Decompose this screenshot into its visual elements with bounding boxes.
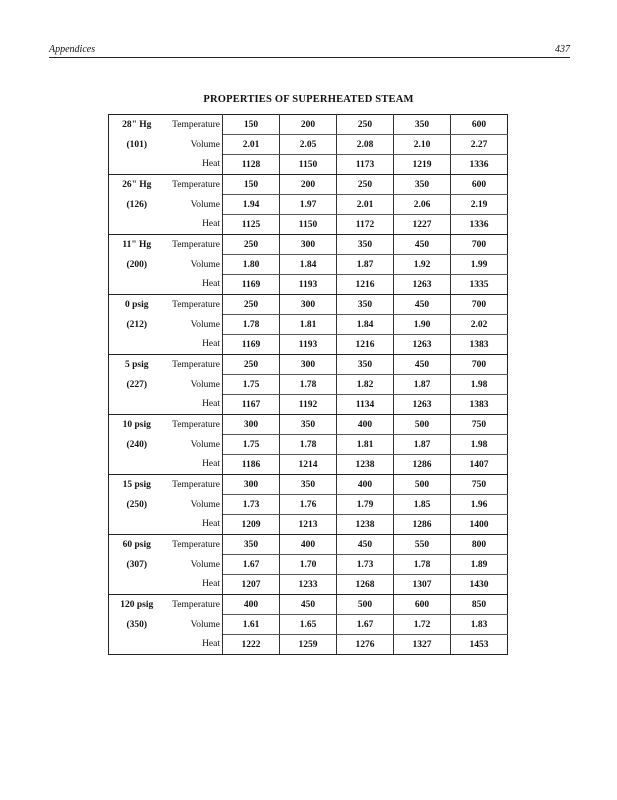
heat-value: 1227 (394, 215, 451, 235)
temperature-value: 300 (280, 295, 337, 315)
temperature-value: 400 (337, 475, 394, 495)
table-row (109, 175, 508, 195)
table-row (109, 435, 508, 455)
property-label: Heat (165, 395, 223, 415)
empty-cell (109, 275, 165, 295)
temperature-value: 350 (223, 535, 280, 555)
property-label: Heat (165, 515, 223, 535)
temperature-value: 450 (394, 355, 451, 375)
temperature-value: 700 (451, 235, 508, 255)
property-label: Volume (165, 195, 223, 215)
property-label: Heat (165, 335, 223, 355)
heat-value: 1169 (223, 275, 280, 295)
table-row (109, 635, 508, 655)
empty-cell (109, 155, 165, 175)
table-row (109, 615, 508, 635)
property-label: Temperature (165, 235, 223, 255)
volume-value: 1.84 (280, 255, 337, 275)
empty-cell (109, 515, 165, 535)
heat-value: 1193 (280, 335, 337, 355)
temperature-value: 150 (223, 115, 280, 135)
heat-value: 1263 (394, 275, 451, 295)
property-label: Temperature (165, 175, 223, 195)
volume-value: 1.82 (337, 375, 394, 395)
page-number: 437 (555, 44, 570, 55)
temperature-value: 350 (280, 475, 337, 495)
heat-value: 1192 (280, 395, 337, 415)
heat-value: 1335 (451, 275, 508, 295)
pressure-label: 15 psig (122, 479, 151, 490)
table-row (109, 155, 508, 175)
volume-value: 2.10 (394, 135, 451, 155)
heat-value: 1134 (337, 395, 394, 415)
table-row (109, 575, 508, 595)
volume-value: 1.76 (280, 495, 337, 515)
property-label: Heat (165, 275, 223, 295)
pressure-label: 0 psig (125, 299, 149, 310)
property-label: Temperature (165, 475, 223, 495)
heat-value: 1286 (394, 515, 451, 535)
property-label: Heat (165, 215, 223, 235)
table-row (109, 375, 508, 395)
volume-value: 1.78 (280, 375, 337, 395)
volume-value: 1.75 (223, 435, 280, 455)
table-row (109, 395, 508, 415)
temperature-value: 300 (280, 235, 337, 255)
volume-value: 1.73 (337, 555, 394, 575)
temperature-value: 300 (223, 475, 280, 495)
section-title: Appendices (49, 44, 96, 55)
volume-value: 1.96 (451, 495, 508, 515)
heat-value: 1383 (451, 395, 508, 415)
heat-value: 1216 (337, 275, 394, 295)
heat-value: 1259 (280, 635, 337, 655)
temperature-value: 450 (394, 235, 451, 255)
temperature-value: 450 (337, 535, 394, 555)
volume-value: 2.05 (280, 135, 337, 155)
property-label: Volume (165, 555, 223, 575)
heat-value: 1150 (280, 215, 337, 235)
heat-value: 1207 (223, 575, 280, 595)
volume-value: 1.87 (394, 435, 451, 455)
property-label: Volume (165, 375, 223, 395)
temperature-value: 600 (451, 115, 508, 135)
heat-value: 1150 (280, 155, 337, 175)
superheated-steam-table (108, 114, 508, 655)
heat-value: 1167 (223, 395, 280, 415)
property-label: Temperature (165, 115, 223, 135)
table-row (109, 195, 508, 215)
table-row (109, 595, 508, 615)
temperature-value: 750 (451, 415, 508, 435)
heat-value: 1238 (337, 515, 394, 535)
volume-value: 2.08 (337, 135, 394, 155)
volume-value: 1.80 (223, 255, 280, 275)
volume-value: 1.98 (451, 375, 508, 395)
volume-value: 1.67 (223, 555, 280, 575)
heat-value: 1407 (451, 455, 508, 475)
volume-value: 1.72 (394, 615, 451, 635)
saturation-temp: (212) (126, 319, 148, 330)
table-row (109, 115, 508, 135)
heat-value: 1400 (451, 515, 508, 535)
heat-value: 1172 (337, 215, 394, 235)
heat-value: 1307 (394, 575, 451, 595)
volume-value: 1.97 (280, 195, 337, 215)
volume-value: 1.94 (223, 195, 280, 215)
temperature-value: 350 (337, 235, 394, 255)
heat-value: 1214 (280, 455, 337, 475)
table-row (109, 355, 508, 375)
saturation-temp: (101) (126, 139, 148, 150)
table-row (109, 555, 508, 575)
temperature-value: 300 (280, 355, 337, 375)
pressure-label: 26" Hg (122, 179, 152, 190)
property-label: Temperature (165, 535, 223, 555)
volume-value: 1.65 (280, 615, 337, 635)
table-row (109, 455, 508, 475)
volume-value: 2.02 (451, 315, 508, 335)
temperature-value: 400 (223, 595, 280, 615)
saturation-temp: (200) (126, 259, 148, 270)
pressure-label: 28" Hg (122, 119, 152, 130)
heat-value: 1193 (280, 275, 337, 295)
property-label: Heat (165, 155, 223, 175)
temperature-value: 200 (280, 175, 337, 195)
heat-value: 1268 (337, 575, 394, 595)
volume-value: 1.75 (223, 375, 280, 395)
temperature-value: 400 (280, 535, 337, 555)
property-label: Temperature (165, 595, 223, 615)
table-row (109, 475, 508, 495)
temperature-value: 250 (337, 175, 394, 195)
property-label: Volume (165, 615, 223, 635)
saturation-temp: (250) (126, 499, 148, 510)
heat-value: 1453 (451, 635, 508, 655)
volume-value: 1.92 (394, 255, 451, 275)
volume-value: 1.78 (280, 435, 337, 455)
volume-value: 1.79 (337, 495, 394, 515)
table-row (109, 295, 508, 315)
temperature-value: 250 (223, 295, 280, 315)
table-title: PROPERTIES OF SUPERHEATED STEAM (203, 94, 414, 105)
temperature-value: 300 (223, 415, 280, 435)
temperature-value: 550 (394, 535, 451, 555)
property-label: Temperature (165, 295, 223, 315)
heat-value: 1238 (337, 455, 394, 475)
temperature-value: 450 (280, 595, 337, 615)
property-label: Volume (165, 495, 223, 515)
temperature-value: 350 (337, 295, 394, 315)
header-rule (49, 57, 570, 58)
volume-value: 1.99 (451, 255, 508, 275)
heat-value: 1222 (223, 635, 280, 655)
heat-value: 1128 (223, 155, 280, 175)
volume-value: 1.98 (451, 435, 508, 455)
heat-value: 1233 (280, 575, 337, 595)
empty-cell (109, 575, 165, 595)
volume-value: 2.06 (394, 195, 451, 215)
volume-value: 2.19 (451, 195, 508, 215)
temperature-value: 150 (223, 175, 280, 195)
empty-cell (109, 395, 165, 415)
heat-value: 1169 (223, 335, 280, 355)
empty-cell (109, 335, 165, 355)
table-row (109, 275, 508, 295)
temperature-value: 250 (337, 115, 394, 135)
pressure-label: 10 psig (122, 419, 151, 430)
pressure-label: 11" Hg (122, 239, 152, 250)
table-row (109, 215, 508, 235)
pressure-label: 60 psig (122, 539, 151, 550)
heat-value: 1383 (451, 335, 508, 355)
property-label: Volume (165, 255, 223, 275)
saturation-temp: (307) (126, 559, 148, 570)
empty-cell (109, 215, 165, 235)
temperature-value: 600 (451, 175, 508, 195)
temperature-value: 600 (394, 595, 451, 615)
heat-value: 1216 (337, 335, 394, 355)
heat-value: 1263 (394, 335, 451, 355)
volume-value: 1.73 (223, 495, 280, 515)
volume-value: 2.01 (223, 135, 280, 155)
saturation-temp: (350) (126, 619, 148, 630)
temperature-value: 350 (394, 115, 451, 135)
table-row (109, 495, 508, 515)
table-row (109, 515, 508, 535)
volume-value: 1.67 (337, 615, 394, 635)
table-row (109, 235, 508, 255)
heat-value: 1327 (394, 635, 451, 655)
temperature-value: 350 (280, 415, 337, 435)
table-row (109, 255, 508, 275)
volume-value: 1.78 (223, 315, 280, 335)
empty-cell (109, 455, 165, 475)
temperature-value: 350 (337, 355, 394, 375)
volume-value: 1.81 (337, 435, 394, 455)
saturation-temp: (126) (126, 199, 148, 210)
volume-value: 2.27 (451, 135, 508, 155)
pressure-label: 5 psig (125, 359, 149, 370)
temperature-value: 700 (451, 355, 508, 375)
temperature-value: 750 (451, 475, 508, 495)
property-label: Volume (165, 135, 223, 155)
saturation-temp: (240) (126, 439, 148, 450)
volume-value: 1.84 (337, 315, 394, 335)
heat-value: 1213 (280, 515, 337, 535)
heat-value: 1186 (223, 455, 280, 475)
table-row (109, 535, 508, 555)
volume-value: 1.89 (451, 555, 508, 575)
heat-value: 1430 (451, 575, 508, 595)
property-label: Temperature (165, 415, 223, 435)
property-label: Temperature (165, 355, 223, 375)
temperature-value: 800 (451, 535, 508, 555)
property-label: Heat (165, 635, 223, 655)
heat-value: 1276 (337, 635, 394, 655)
volume-value: 1.85 (394, 495, 451, 515)
temperature-value: 850 (451, 595, 508, 615)
heat-value: 1263 (394, 395, 451, 415)
property-label: Volume (165, 435, 223, 455)
volume-value: 1.61 (223, 615, 280, 635)
volume-value: 2.01 (337, 195, 394, 215)
volume-value: 1.90 (394, 315, 451, 335)
heat-value: 1219 (394, 155, 451, 175)
temperature-value: 500 (394, 475, 451, 495)
saturation-temp: (227) (126, 379, 148, 390)
heat-value: 1336 (451, 155, 508, 175)
temperature-value: 250 (223, 355, 280, 375)
temperature-value: 500 (337, 595, 394, 615)
temperature-value: 400 (337, 415, 394, 435)
volume-value: 1.78 (394, 555, 451, 575)
temperature-value: 250 (223, 235, 280, 255)
heat-value: 1173 (337, 155, 394, 175)
property-label: Heat (165, 455, 223, 475)
table-row (109, 335, 508, 355)
temperature-value: 700 (451, 295, 508, 315)
volume-value: 1.70 (280, 555, 337, 575)
volume-value: 1.87 (337, 255, 394, 275)
volume-value: 1.81 (280, 315, 337, 335)
heat-value: 1209 (223, 515, 280, 535)
pressure-label: 120 psig (120, 599, 154, 610)
volume-value: 1.83 (451, 615, 508, 635)
table-row (109, 415, 508, 435)
temperature-value: 450 (394, 295, 451, 315)
heat-value: 1125 (223, 215, 280, 235)
property-label: Volume (165, 315, 223, 335)
table-body (109, 115, 508, 655)
heat-value: 1336 (451, 215, 508, 235)
property-label: Heat (165, 575, 223, 595)
table-row (109, 135, 508, 155)
temperature-value: 200 (280, 115, 337, 135)
temperature-value: 500 (394, 415, 451, 435)
temperature-value: 350 (394, 175, 451, 195)
volume-value: 1.87 (394, 375, 451, 395)
empty-cell (109, 635, 165, 655)
heat-value: 1286 (394, 455, 451, 475)
table-row (109, 315, 508, 335)
